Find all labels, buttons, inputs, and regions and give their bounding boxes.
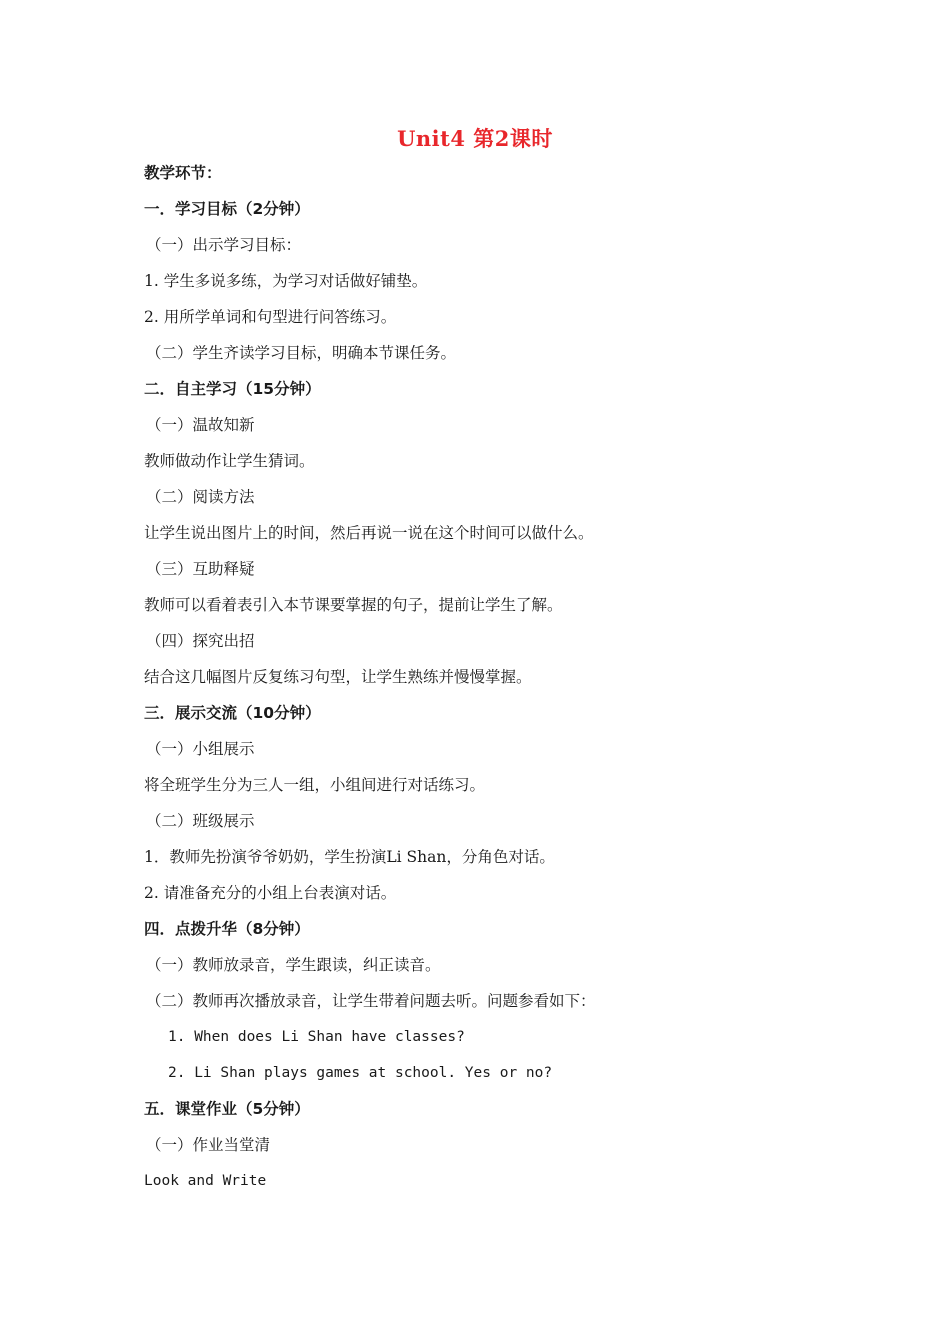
subsection-heading: （二）阅读方法 — [146, 488, 255, 506]
body-text: 2. 请准备充分的小组上台表演对话。 — [144, 884, 397, 902]
subsection-heading: （二）班级展示 — [146, 812, 255, 830]
subsection-heading: （三）互助释疑 — [146, 560, 255, 578]
subsection-heading: （一）温故知新 — [146, 416, 255, 434]
body-text: 将全班学生分为三人一组，小组间进行对话练习。 — [144, 776, 486, 794]
section-intro: 教学环节： — [144, 164, 222, 182]
subsection-heading: （一）小组展示 — [146, 740, 255, 758]
section-heading-2: 二．自主学习（15分钟） — [144, 380, 321, 398]
body-text: 教师可以看着表引入本节课要掌握的句子，提前让学生了解。 — [144, 596, 563, 614]
subsection-heading: （四）探究出招 — [146, 632, 255, 650]
question-item: 1. When does Li Shan have classes? — [168, 1029, 465, 1045]
body-text: 教师做动作让学生猜词。 — [144, 452, 315, 470]
body-text: 2. 用所学单词和句型进行问答练习。 — [144, 308, 397, 326]
body-text: 让学生说出图片上的时间，然后再说一说在这个时间可以做什么。 — [144, 524, 594, 542]
body-text: 1. 学生多说多练，为学习对话做好铺垫。 — [144, 272, 428, 290]
body-text: 1．教师先扮演爷爷奶奶，学生扮演Li Shan，分角色对话。 — [144, 848, 555, 866]
subsection-heading: （一）教师放录音，学生跟读，纠正读音。 — [146, 956, 441, 974]
subsection-heading: （一）出示学习目标： — [146, 236, 302, 254]
body-text: 结合这几幅图片反复练习句型，让学生熟练并慢慢掌握。 — [144, 668, 532, 686]
section-heading-3: 三．展示交流（10分钟） — [144, 704, 321, 722]
document-body — [144, 163, 844, 1207]
section-heading-5: 五．课堂作业（5分钟） — [144, 1100, 310, 1118]
question-item: 2. Li Shan plays games at school. Yes or no? — [168, 1065, 553, 1081]
section-heading-1: 一．学习目标（2分钟） — [144, 200, 310, 218]
subsection-heading: （二）学生齐读学习目标，明确本节课任务。 — [146, 344, 457, 362]
subsection-heading: （二）教师再次播放录音，让学生带着问题去听。问题参看如下： — [146, 992, 596, 1010]
subsection-heading: （一）作业当堂清 — [146, 1136, 271, 1154]
section-heading-4: 四．点拨升华（8分钟） — [144, 920, 310, 938]
document-title: Unit4 第2课时 — [397, 126, 553, 151]
body-text: Look and Write — [144, 1173, 267, 1189]
